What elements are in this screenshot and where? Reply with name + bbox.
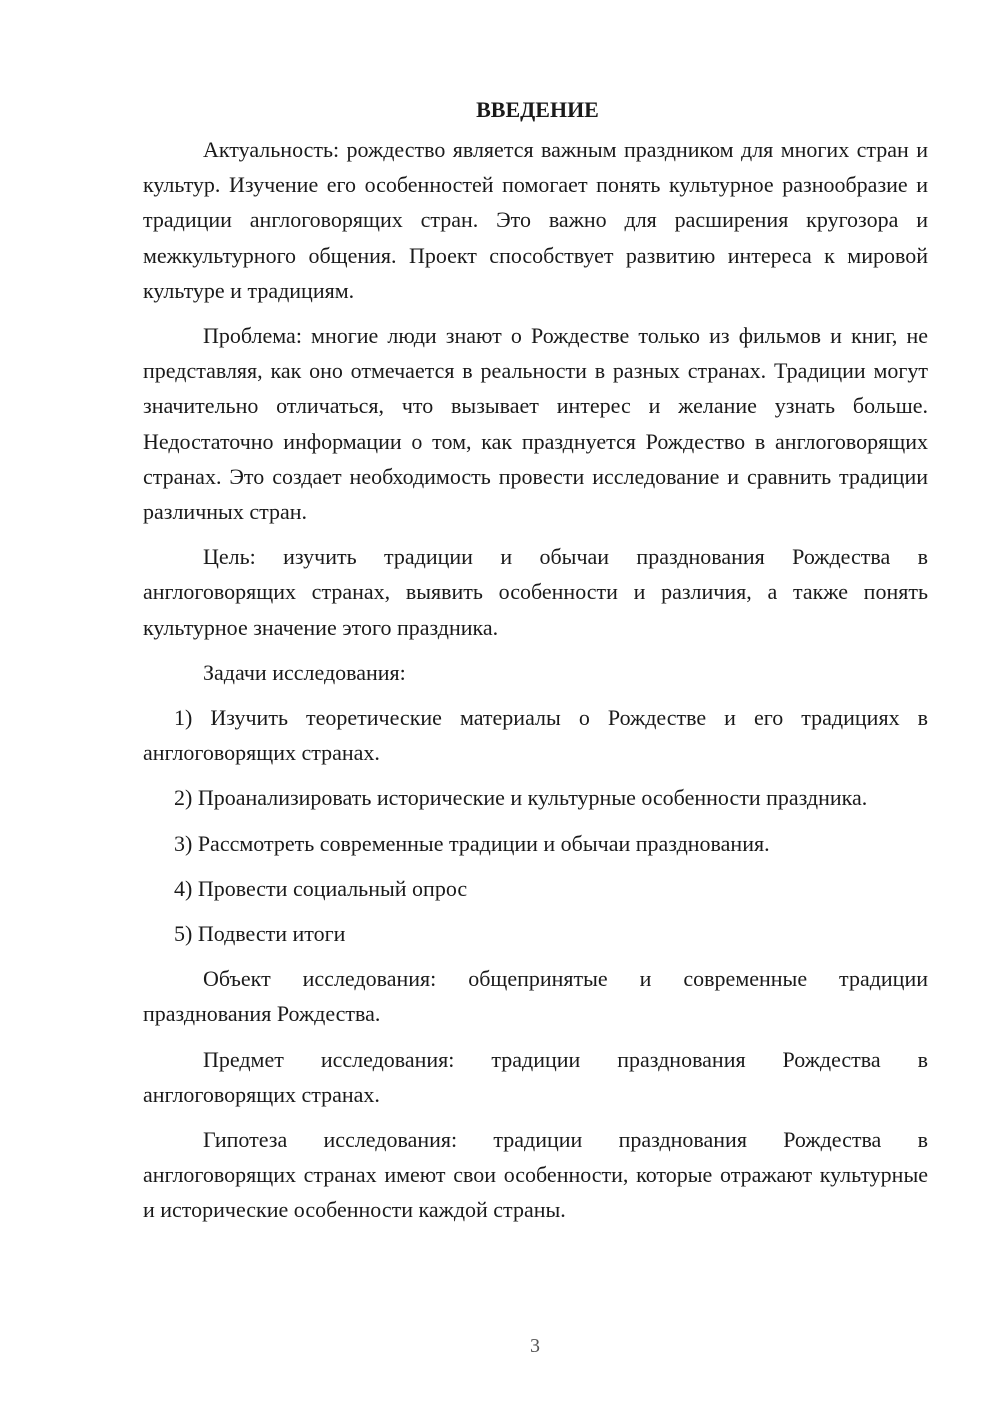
page-title: ВВЕДЕНИЕ xyxy=(476,97,599,122)
task-item-2: 2) Проанализировать исторические и культурные особенности праздника. xyxy=(174,785,868,811)
task-item-4: 4) Провести социальный опрос xyxy=(174,875,468,901)
task-item-1: 1) Изучить теоретические материалы о Рождестве и его традициях в англоговорящих странах. xyxy=(143,705,928,766)
goal-paragraph: Цель: изучить традиции и обычаи празднования Рождества в англоговорящих странах, выявить особенности и различия, а также понять культурное значение этого праздника. xyxy=(143,544,928,640)
document-page xyxy=(143,92,928,1238)
relevance-paragraph: Актуальность: рождество является важным праздником для многих стран и культур. Изучение его особенностей помогает понять культурное разнообразие и традиции англоговорящих стран. Это важно для расширения кругозора и межкультурного общения. Проект способствует развитию интереса к мировой культуре и традициям. xyxy=(143,137,928,303)
object-paragraph: Объект исследования: общепринятые и современные традиции празднования Рождества. xyxy=(143,966,928,1027)
task-item-5: 5) Подвести итоги xyxy=(174,921,346,947)
tasks-heading: Задачи исследования: xyxy=(203,659,406,685)
page-number: 3 xyxy=(530,1335,540,1357)
problem-paragraph: Проблема: многие люди знают о Рождестве только из фильмов и книг, не представляя, как оно отмечается в реальности в разных странах. Традиции могут значительно отличаться, что вызывает интерес и желание узнать больше. Недостаточно информации о том, как празднуется Рождество в англоговорящих странах. Это создает необходимость провести исследование и сравнить традиции различных стран. xyxy=(143,323,928,525)
hypothesis-paragraph: Гипотеза исследования: традиции празднования Рождества в англоговорящих странах имеют свои особенности, которые отражают культурные и исторические особенности каждой страны. xyxy=(143,1127,928,1223)
subject-paragraph: Предмет исследования: традиции празднования Рождества в англоговорящих странах. xyxy=(143,1046,928,1107)
task-item-3: 3) Рассмотреть современные традиции и обычаи празднования. xyxy=(174,830,770,856)
